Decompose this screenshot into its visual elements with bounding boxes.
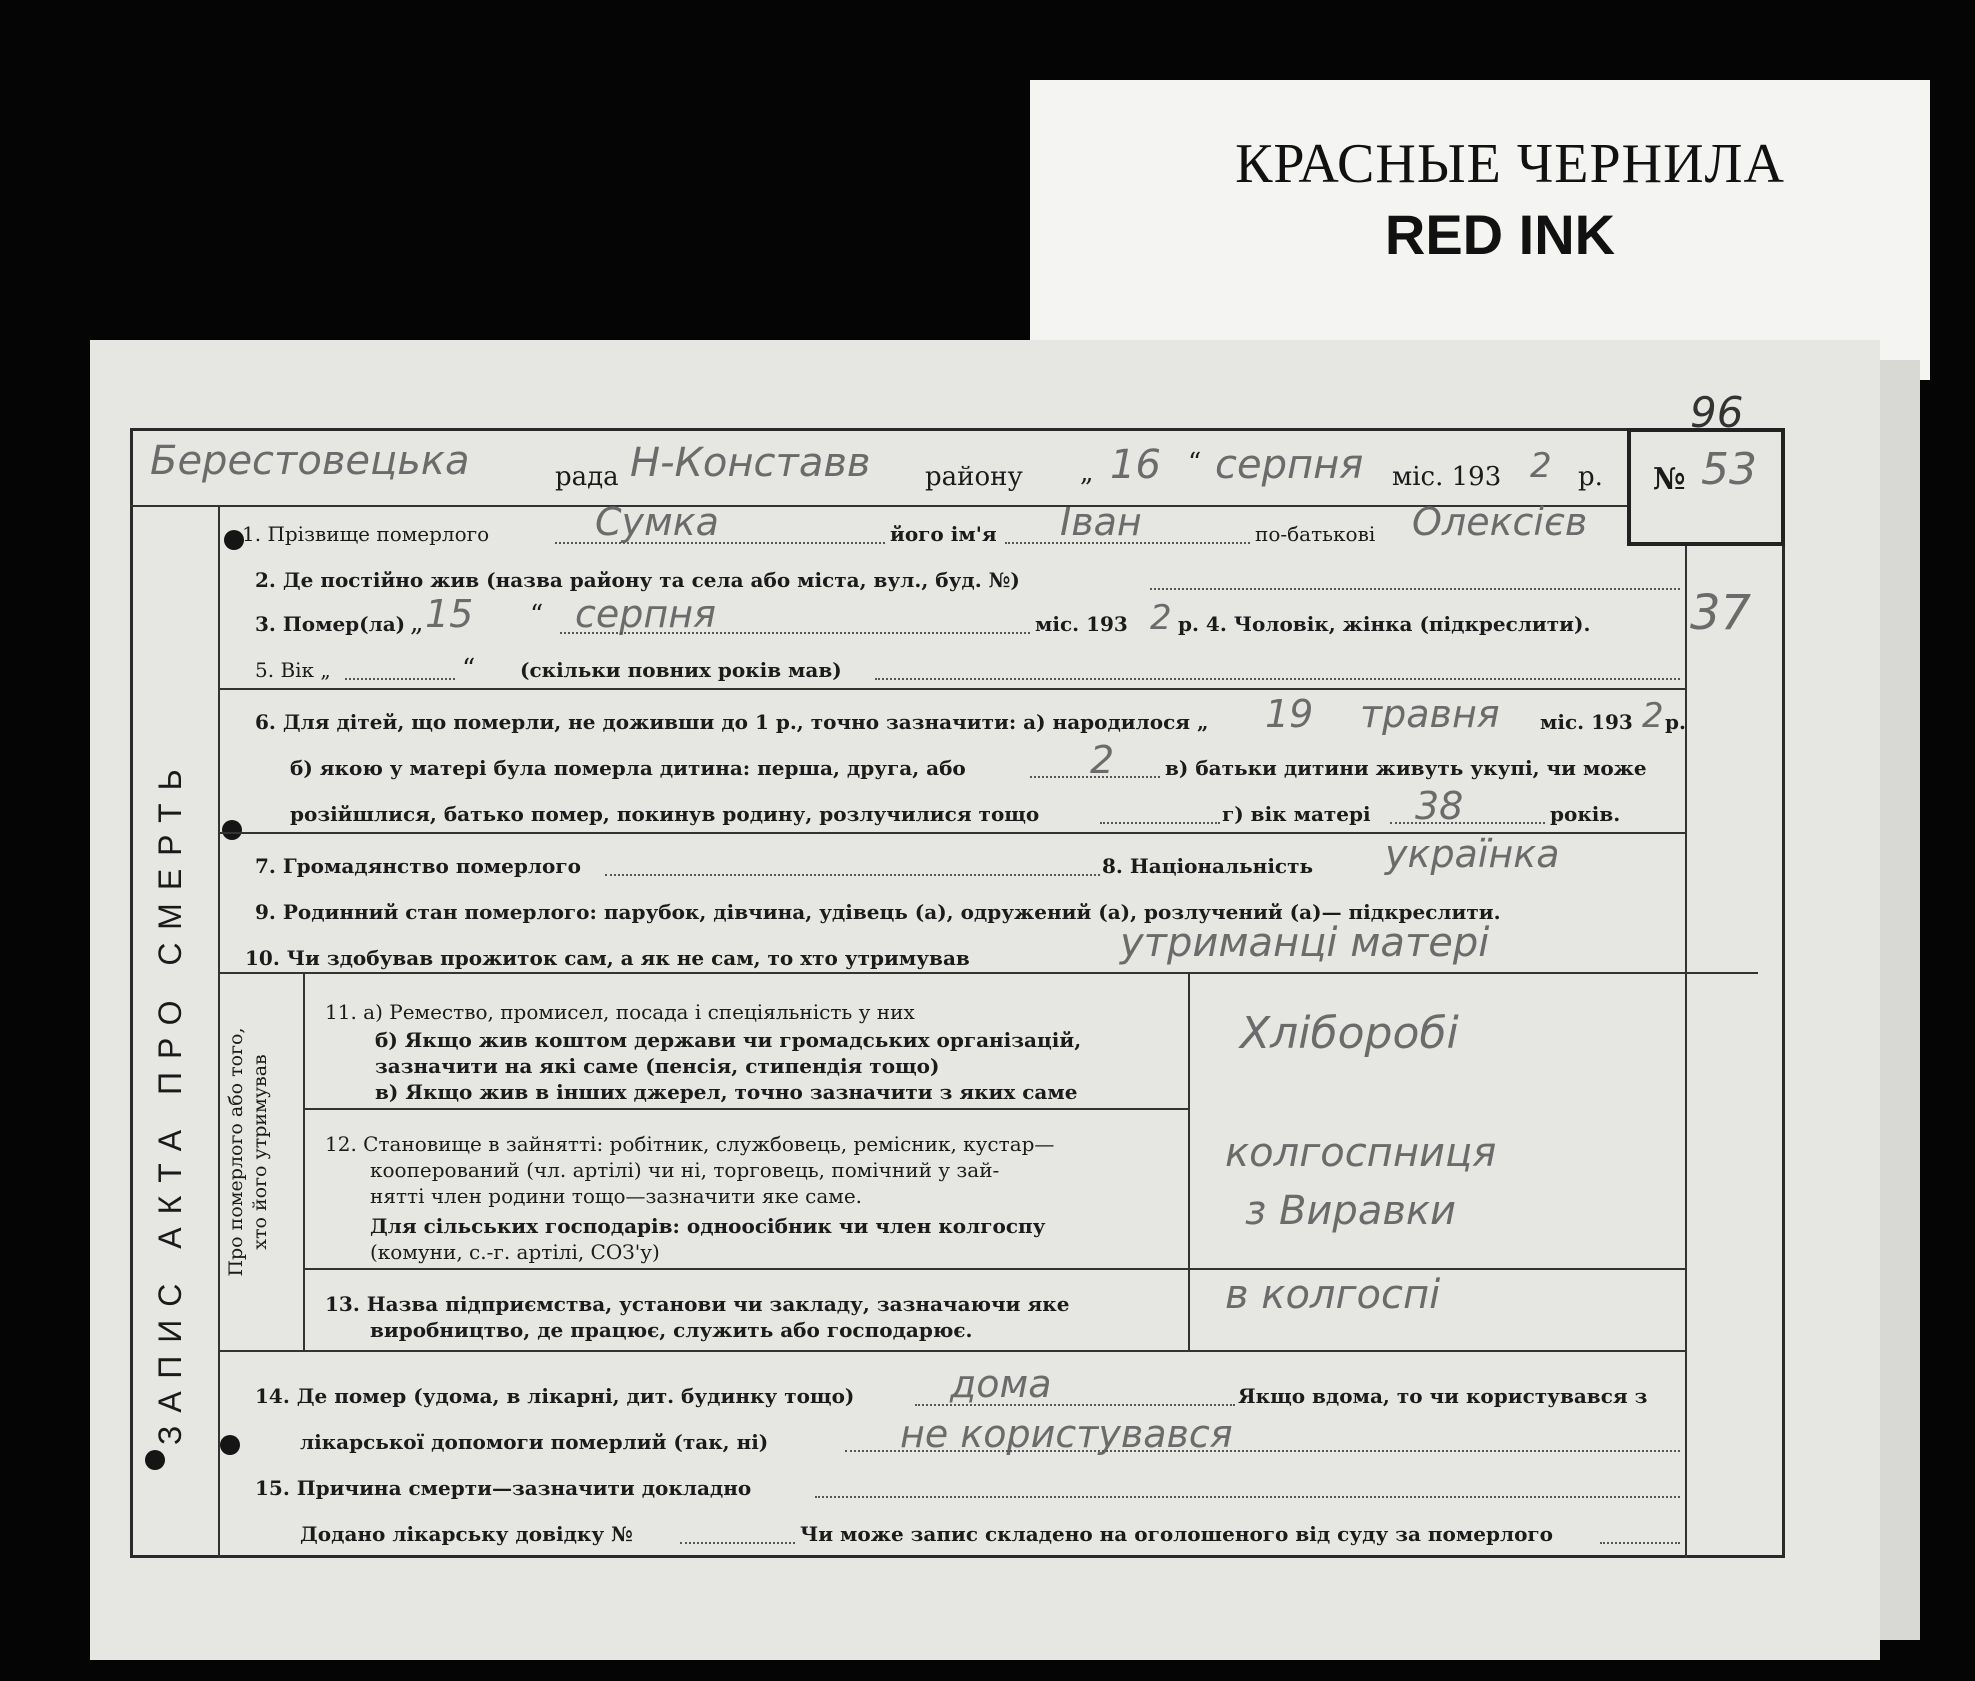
field-6c-mother-age-label: г) вік матері	[1222, 802, 1371, 826]
field-11c-label: в) Якщо жив в інших джерел, точно зазначити з яких саме	[375, 1080, 1078, 1104]
handwritten-month: серпня	[1215, 442, 1364, 488]
occupation-side-line: Про померлого або того,	[225, 1027, 247, 1277]
red-ink-label-card	[1030, 80, 1930, 380]
handwritten-birth-day: 19	[1265, 692, 1314, 736]
title-column-divider	[218, 505, 220, 1558]
field-5-age-label: 5. Вік „	[255, 658, 331, 682]
dotted-line	[1100, 822, 1220, 824]
record-number-box	[1627, 428, 1785, 546]
field-12-label: 12. Становище в зайнятті: робітник, службовець, ремісник, кустар—	[325, 1132, 1055, 1156]
field-6-r: р.	[1665, 710, 1686, 734]
handwritten-occupation: Хліборобі	[1240, 1008, 1459, 1059]
dotted-line	[875, 678, 1680, 680]
header-quote: „	[1080, 458, 1094, 488]
dotted-line	[345, 678, 455, 680]
field-12-line: (комуни, с.-г. артілі, СОЗ'у)	[370, 1240, 660, 1264]
field-16-certificate-label: Додано лікарську довідку №	[300, 1522, 633, 1546]
header-raion: району	[925, 462, 1023, 492]
field-1-name-label: його ім'я	[890, 522, 997, 546]
field-6-children-label: 6. Для дітей, що померли, не доживши до 1 р., точно зазначити: а) народилося „	[255, 710, 1209, 734]
field-2-residence-label: 2. Де постійно жив (назва району та села або міста, вул., буд. №)	[255, 568, 1020, 592]
field-11b-label: б) Якщо жив коштом держави чи громадських організацій,	[375, 1028, 1082, 1052]
dotted-line	[845, 1450, 1680, 1452]
handwritten-death-month: серпня	[575, 592, 716, 636]
label-russian: КРАСНЫЕ ЧЕРНИЛА	[1235, 133, 1785, 195]
field-14-place-of-death-label: 14. Де помер (удома, в лікарні, дит. будинку тощо)	[255, 1384, 855, 1408]
occupation-value-divider	[1188, 972, 1190, 1350]
handwritten-year: 2	[1530, 446, 1552, 486]
handwritten-employment-status: колгоспниця	[1225, 1130, 1497, 1176]
field-12-line: нятті член родини тощо—зазначити яке саме.	[370, 1184, 863, 1208]
field-11b-note: зазначити на які саме (пенсія, стипендія тощо)	[375, 1054, 940, 1078]
handwritten-birth-month: травня	[1360, 692, 1500, 736]
header-quote: “	[1188, 448, 1202, 478]
handwritten-name: Іван	[1060, 500, 1142, 544]
dotted-line	[1600, 1542, 1680, 1544]
section-divider	[218, 1350, 1685, 1352]
field-6c-years: років.	[1550, 802, 1621, 826]
section-divider	[218, 972, 1758, 974]
handwritten-day: 16	[1110, 442, 1161, 488]
header-r: р.	[1578, 462, 1603, 492]
handwritten-margin-number: 37	[1690, 585, 1752, 641]
field-15-cause-of-death-label: 15. Причина смерти—зазначити докладно	[255, 1476, 752, 1500]
field-1-surname-label: 1. Прізвище померлого	[242, 522, 490, 546]
number-sign: №	[1653, 462, 1686, 497]
field-14b-medical-help-label: лікарської допомоги померлий (так, ні)	[300, 1430, 769, 1454]
field-12-line: кооперований (чл. артілі) чи ні, торговець, помічний у зай-	[370, 1158, 1000, 1182]
handwritten-medical-help: не користувався	[900, 1412, 1233, 1456]
field-6b-birth-order-label: б) якою у матері була померла дитина: перша, друга, або	[290, 756, 966, 780]
handwritten-patronymic: Олексієв	[1412, 500, 1588, 544]
handwritten-death-day: 15	[425, 592, 474, 636]
field-6b-parents-label: в) батьки дитини живуть укупі, чи може	[1165, 756, 1647, 780]
handwritten-nationality: українка	[1385, 832, 1560, 876]
occupation-side-label	[224, 992, 272, 1312]
section-divider	[218, 688, 1685, 690]
handwritten-mother-age: 38	[1415, 784, 1464, 828]
field-14-home-label: Якщо вдома, то чи користувався з	[1238, 1384, 1648, 1408]
header-divider	[130, 505, 1627, 507]
field-8-nationality-label: 8. Національність	[1102, 854, 1314, 878]
dotted-line	[1005, 542, 1250, 544]
handwritten-employment-note: з Виравки	[1245, 1188, 1457, 1234]
field-5-age-note: (скільки повних років мав)	[520, 658, 842, 682]
margin-column-divider	[1685, 546, 1687, 1558]
field-16-court-label: Чи може запис складено на оголошеного від суду за померлого	[800, 1522, 1554, 1546]
handwritten-supported-by: утриманці матері	[1120, 920, 1490, 966]
header-month-year: міс. 193	[1392, 462, 1502, 492]
field-13-line: виробництво, де працює, служить або господарює.	[370, 1318, 973, 1342]
field-6c-parents-status-label: розійшлися, батько помер, покинув родину, розлучилися тощо	[290, 802, 1040, 826]
page-number: 96	[1690, 388, 1744, 437]
field-3-quote: “	[530, 600, 544, 630]
handwritten-death-year: 2	[1150, 598, 1172, 638]
header-rada: рада	[555, 462, 619, 492]
form-title: ЗАПИС АКТА ПРО СМЕРТЬ	[152, 756, 188, 1445]
label-english: RED INK	[1384, 203, 1616, 266]
handwritten-birth-year: 2	[1642, 696, 1664, 736]
dotted-line	[605, 874, 1100, 876]
field-1-patronymic-label: по-батькові	[1255, 522, 1376, 546]
field-12-farmers-label: Для сільських господарів: одноосібник чи член колгоспу	[370, 1214, 1046, 1238]
record-number: 53	[1701, 444, 1757, 495]
dotted-line	[1030, 776, 1160, 778]
field-13-workplace-label: 13. Назва підприємства, установи чи закладу, зазначаючи яке	[325, 1292, 1070, 1316]
dotted-line	[560, 632, 1030, 634]
occupation-side-line: хто його утримував	[249, 1054, 271, 1250]
row-divider	[303, 1268, 1685, 1270]
dotted-line	[1390, 822, 1545, 824]
field-5-quote: “	[462, 654, 476, 684]
field-3-died-label: 3. Помер(ла)	[255, 612, 406, 636]
occupation-divider	[303, 972, 305, 1350]
dotted-line	[1150, 588, 1680, 590]
field-7-citizenship-label: 7. Громадянство померлого	[255, 854, 581, 878]
field-6-month-label: міс. 193	[1540, 710, 1633, 734]
dotted-line	[915, 1404, 1235, 1406]
field-11a-label: 11. а) Ремество, промисел, посада і спеціяльність у них	[325, 1000, 915, 1024]
field-10-support-label: 10. Чи здобував прожиток сам, а як не сам, то хто утримував	[245, 946, 970, 970]
handwritten-place-of-death: дома	[950, 1362, 1052, 1406]
handwritten-raion: Н-Конставв	[630, 440, 871, 486]
field-3-month-label: міс. 193	[1035, 612, 1128, 636]
handwritten-birth-order: 2	[1090, 738, 1115, 782]
row-divider	[303, 1108, 1188, 1110]
dotted-line	[680, 1542, 795, 1544]
dotted-line	[815, 1496, 1680, 1498]
field-4-gender-label: р. 4. Чоловік, жінка (підкреслити).	[1178, 612, 1591, 636]
handwritten-surname: Сумка	[595, 500, 719, 544]
field-9-marital-status-label: 9. Родинний стан померлого: парубок, дівчина, удівець (а), одружений (а), розлучений (а)— підкреслити.	[255, 900, 1501, 924]
dotted-line	[555, 542, 885, 544]
handwritten-rada: Берестовецька	[150, 438, 470, 484]
field-3-quote: „	[410, 608, 424, 638]
handwritten-workplace: в колгоспі	[1225, 1272, 1441, 1318]
